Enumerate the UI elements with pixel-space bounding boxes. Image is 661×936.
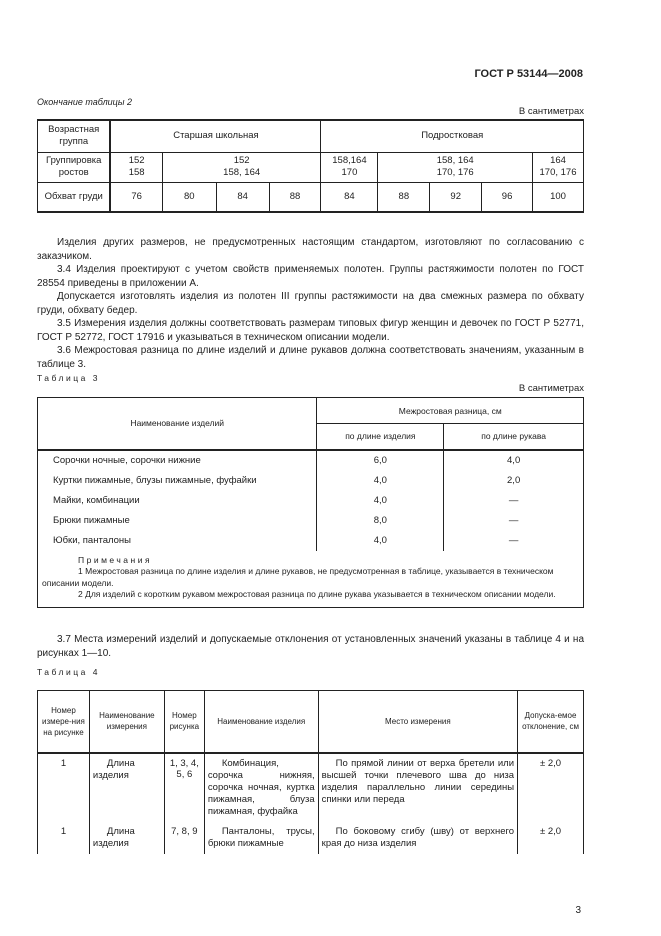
paragraph: Изделия других размеров, не предусмотренных настоящим стандартом, изготовляют по согласованию с заказчиком. (37, 237, 584, 262)
cell: По прямой линии от верха бретели или высшей точки плечевого шва до низа изделия параллельно линии середины спинки или переда (318, 753, 517, 822)
header-cell: Наименование изделий (38, 398, 317, 450)
paragraph: 3.6 Межростовая разница по длине изделий и длине рукавов должна соответствовать значениям, указанным в таблице 3. (37, 345, 584, 370)
cell: 100 (533, 182, 584, 212)
cell: 92 (430, 182, 482, 212)
table-2 (37, 119, 584, 213)
header-cell: Межростовая разница, см (317, 398, 584, 424)
table4-label: Таблица 4 (37, 667, 100, 677)
cell: Сорочки ночные, сорочки нижние (38, 450, 317, 471)
table3-notes (38, 551, 584, 608)
table-row (38, 450, 584, 471)
cell: 158,164 170 (321, 152, 378, 182)
paragraph-3-7 (37, 633, 584, 660)
table2-caption: Окончание таблицы 2 (37, 97, 132, 107)
paragraph: 3.7 Места измерений изделий и допускаемые отклонения от установленных значений указаны в таблице 4 и на рисунках 1—10. (37, 634, 584, 659)
paragraph: Допускается изготовлять изделия из полотен III группы растяжимости на два смежных размера по обхвату груди, обхвату бедер. (37, 291, 584, 316)
table-4 (37, 690, 584, 854)
cell: Майки, комбинации (38, 491, 317, 511)
header-cell: по длине изделия (317, 424, 444, 450)
cell: ± 2,0 (518, 753, 584, 822)
cell: 1 (38, 822, 90, 854)
cell: Старшая школьная (110, 120, 321, 152)
header-cell: Наименование измерения (89, 691, 164, 753)
table3-unit: В сантиметрах (518, 383, 584, 394)
table-row (38, 531, 584, 551)
header-cell: Номер рисунка (164, 691, 204, 753)
cell: Подростковая (321, 120, 584, 152)
table-row (38, 753, 584, 822)
header-cell: Допуска-емое отклонение, см (518, 691, 584, 753)
header-cell: Номер измере-ния на рисунке (38, 691, 90, 753)
cell: 152 158, 164 (162, 152, 321, 182)
cell: 7, 8, 9 (164, 822, 204, 854)
cell: 84 (321, 182, 378, 212)
cell: 2,0 (444, 471, 584, 491)
cell: Комбинация, сорочка нижняя, сорочка ночная, куртка пижамная, блуза пижамная, фуфайка (204, 753, 318, 822)
cell: Куртки пижамные, блузы пижамные, фуфайки (38, 471, 317, 491)
cell: Панталоны, трусы, брюки пижамные (204, 822, 318, 854)
table3-label: Таблица 3 (37, 373, 100, 383)
cell: 1 (38, 753, 90, 822)
cell: — (444, 511, 584, 531)
cell: 4,0 (444, 450, 584, 471)
notes-title: Примечания (78, 554, 153, 565)
cell: Возрастная группа (38, 120, 111, 152)
cell: 6,0 (317, 450, 444, 471)
paragraph: 3.5 Измерения изделия должны соответствовать размерам типовых фигур женщин и девочек по ГОСТ Р 52771, ГОСТ Р 52772, ГОСТ 17916 и указываться в техническом описании модели. (37, 318, 584, 343)
cell: Обхват груди (38, 182, 111, 212)
table-row (38, 491, 584, 511)
standard-header: ГОСТ Р 53144—2008 (474, 68, 583, 80)
note: 1 Межростовая разница по длине изделия и длине рукавов, не предусмотренная в таблице, указывается в техническом описании модели. (42, 566, 554, 588)
cell: 1, 3, 4, 5, 6 (164, 753, 204, 822)
table-3 (37, 397, 584, 608)
cell: Длина изделия (89, 822, 164, 854)
cell: 96 (482, 182, 533, 212)
cell: Брюки пижамные (38, 511, 317, 531)
cell: — (444, 531, 584, 551)
cell: 76 (110, 182, 162, 212)
cell: 4,0 (317, 531, 444, 551)
table-row (38, 471, 584, 491)
header-cell: Наименование изделия (204, 691, 318, 753)
cell: 8,0 (317, 511, 444, 531)
cell: 4,0 (317, 471, 444, 491)
body-text (37, 236, 584, 371)
table2-unit: В сантиметрах (518, 106, 584, 117)
paragraph: 3.4 Изделия проектируют с учетом свойств применяемых полотен. Группы растяжимости полотен по ГОСТ 28554 приведены в приложении А. (37, 264, 584, 289)
cell: 84 (216, 182, 269, 212)
cell: Длина изделия (89, 753, 164, 822)
cell: ± 2,0 (518, 822, 584, 854)
cell: Юбки, панталоны (38, 531, 317, 551)
cell: 80 (162, 182, 216, 212)
cell: 88 (269, 182, 321, 212)
cell: Группировка ростов (38, 152, 111, 182)
cell: 164 170, 176 (533, 152, 584, 182)
table-row (38, 511, 584, 531)
note: 2 Для изделий с коротким рукавом межростовая разница по длине рукава указывается в техническом описании модели. (78, 589, 556, 599)
cell: 158, 164 170, 176 (378, 152, 533, 182)
header-cell: Место измерения (318, 691, 517, 753)
cell: 152 158 (110, 152, 162, 182)
header-cell: по длине рукава (444, 424, 584, 450)
cell: 88 (378, 182, 430, 212)
cell: — (444, 491, 584, 511)
cell: 4,0 (317, 491, 444, 511)
cell: По боковому сгибу (шву) от верхнего края до низа изделия (318, 822, 517, 854)
page-number: 3 (575, 905, 581, 916)
table-row (38, 822, 584, 854)
